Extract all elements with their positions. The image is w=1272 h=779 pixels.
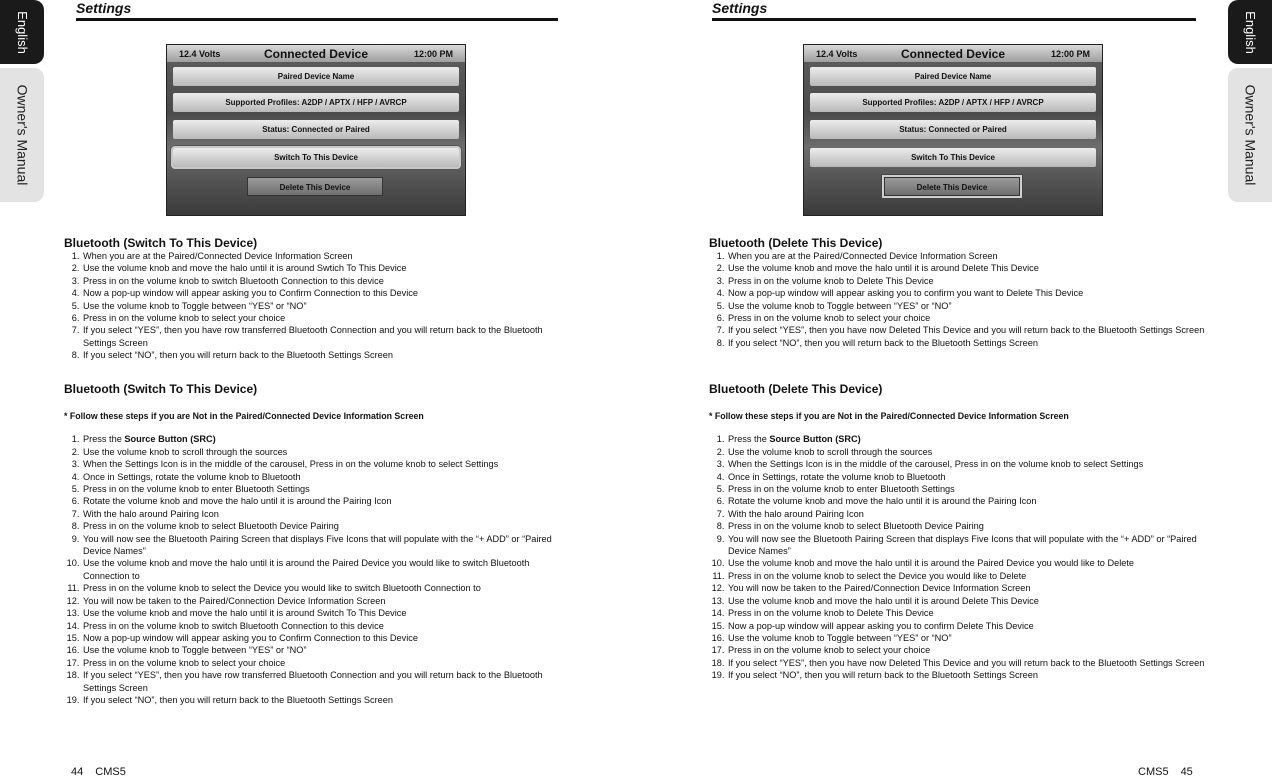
list-item: 7. If you select “YES”, then you have row transferred Bluetooth Connection and you will return back to the Bluetooth Settings Screen — [82, 324, 564, 349]
paired-device-name-bar[interactable]: Paired Device Name — [173, 67, 459, 86]
section-delete-direct — [709, 236, 1209, 349]
list-item: 6. Press in on the volume knob to select your choice — [82, 312, 564, 324]
list-item: 19. If you select “NO”, then you will return back to the Bluetooth Settings Screen — [727, 669, 1209, 681]
list-item: 12. You will now be taken to the Paired/Connection Device Information Screen — [727, 582, 1209, 594]
device-screen — [803, 44, 1103, 216]
page-footer — [1138, 766, 1193, 778]
switch-device-button[interactable]: Switch To This Device — [173, 148, 459, 167]
list-item: 9. You will now see the Bluetooth Pairing Screen that displays Five Icons that will populate with the “+ ADD” or “Paired Device Names” — [82, 533, 564, 558]
section-title: Bluetooth (Switch To This Device) — [64, 382, 258, 396]
header-rule — [76, 18, 558, 21]
device-screen — [166, 44, 466, 216]
list-item: 10. Use the volume knob and move the halo until it is around the Paired Device you would like to switch Bluetooth Connection to — [82, 557, 564, 582]
list-item: 15. Now a pop-up window will appear asking you to confirm Delete This Device — [727, 620, 1209, 632]
paired-device-name-bar[interactable]: Paired Device Name — [810, 67, 1096, 86]
list-item: 6. Rotate the volume knob and move the halo until it is around the Pairing Icon — [82, 495, 564, 507]
list-item: 14. Press in on the volume knob to switch Bluetooth Connection to this device — [82, 620, 564, 632]
list-item: 12. You will now be taken to the Paired/Connection Device Information Screen — [82, 595, 564, 607]
status-bar[interactable]: Status: Connected or Paired — [810, 120, 1096, 139]
clock-readout: 12:00 PM — [1050, 49, 1090, 59]
voltage-readout: 12.4 Volts — [816, 49, 858, 59]
list-item — [727, 433, 1209, 445]
screen-status-bar — [804, 45, 1102, 62]
list-item: 3. When the Settings Icon is in the middle of the carousel, Press in on the volume knob to select Settings — [82, 458, 564, 470]
list-item: 3. When the Settings Icon is in the middle of the carousel, Press in on the volume knob to select Settings — [727, 458, 1209, 470]
list-item: 7. With the halo around Pairing Icon — [727, 508, 1209, 520]
section-title: Bluetooth (Switch To This Device) — [64, 236, 258, 250]
list-item: 18. If you select “YES”, then you have now Deleted This Device and you will return back to the Bluetooth Settings Screen — [727, 657, 1209, 669]
list-item: 8. Press in on the volume knob to select Bluetooth Device Pairing — [727, 520, 1209, 532]
page-number: 44 — [71, 766, 84, 778]
step-text: Press the — [728, 434, 770, 445]
list-item: 4. Once in Settings, rotate the volume knob to Bluetooth — [82, 471, 564, 483]
section-note: * Follow these steps if you are Not in the Paired/Connected Device Information Screen — [709, 411, 1069, 421]
list-item: 1. When you are at the Paired/Connected Device Information Screen — [727, 250, 1209, 262]
list-item: 16. Use the volume knob to Toggle between “YES” or “NO” — [727, 632, 1209, 644]
list-item: 4. Now a pop-up window will appear asking you to confirm you want to Delete This Device — [727, 287, 1209, 299]
language-tab-label: English — [14, 10, 30, 54]
manual-tab-label: Owner's Manual — [1242, 84, 1258, 186]
list-item: 10. Use the volume knob and move the halo until it is around the Paired Device you would like to Delete — [727, 557, 1209, 569]
list-item: 2. Use the volume knob to scroll through the sources — [82, 446, 564, 458]
list-item: 6. Rotate the volume knob and move the halo until it is around the Pairing Icon — [727, 495, 1209, 507]
switch-device-button[interactable]: Switch To This Device — [810, 148, 1096, 167]
delete-device-button[interactable]: Delete This Device — [247, 177, 383, 196]
page-title: Settings — [76, 0, 132, 16]
list-item: 19. If you select “NO”, then you will return back to the Bluetooth Settings Screen — [82, 694, 564, 706]
header-rule — [712, 18, 1196, 21]
list-item: 8. If you select “NO”, then you will return back to the Bluetooth Settings Screen — [82, 349, 564, 361]
list-item: 5. Use the volume knob to Toggle between “YES” or “NO” — [82, 300, 564, 312]
steps-list — [64, 433, 564, 706]
supported-profiles-bar[interactable]: Supported Profiles: A2DP / APTX / HFP / AVRCP — [810, 93, 1096, 112]
voltage-readout: 12.4 Volts — [179, 49, 221, 59]
list-item: 4. Once in Settings, rotate the volume knob to Bluetooth — [727, 471, 1209, 483]
screen-status-bar — [167, 45, 465, 62]
list-item — [82, 433, 564, 445]
list-item: 17. Press in on the volume knob to select your choice — [82, 657, 564, 669]
list-item: 9. You will now see the Bluetooth Pairing Screen that displays Five Icons that will populate with the “+ ADD” or “Paired Device Names” — [727, 533, 1209, 558]
supported-profiles-bar[interactable]: Supported Profiles: A2DP / APTX / HFP / AVRCP — [173, 93, 459, 112]
list-item: 6. Press in on the volume knob to select your choice — [727, 312, 1209, 324]
steps-list — [709, 250, 1209, 349]
list-item: 15. Now a pop-up window will appear asking you to Confirm Connection to this Device — [82, 632, 564, 644]
list-item: 5. Use the volume knob to Toggle between “YES” or “NO” — [727, 300, 1209, 312]
list-item: 2. Use the volume knob to scroll through the sources — [727, 446, 1209, 458]
language-tab — [0, 0, 44, 64]
section-switch-direct — [64, 236, 564, 362]
list-item: 4. Now a pop-up window will appear asking you to Confirm Connection to this Device — [82, 287, 564, 299]
list-item: 5. Press in on the volume knob to enter Bluetooth Settings — [82, 483, 564, 495]
list-item: 8. If you select “NO”, then you will return back to the Bluetooth Settings Screen — [727, 337, 1209, 349]
steps-list — [64, 250, 564, 362]
section-title: Bluetooth (Delete This Device) — [709, 382, 883, 396]
page-number: 45 — [1180, 766, 1193, 778]
source-button-label: Source Button (SRC) — [769, 434, 861, 445]
list-item: 13. Use the volume knob and move the halo until it is around Switch To This Device — [82, 607, 564, 619]
list-item: 17. Press in on the volume knob to select your choice — [727, 644, 1209, 656]
list-item: 7. With the halo around Pairing Icon — [82, 508, 564, 520]
list-item: 2. Use the volume knob and move the halo until it is around Swtich To This Device — [82, 262, 564, 274]
status-bar[interactable]: Status: Connected or Paired — [173, 120, 459, 139]
list-item: 14. Press in on the volume knob to Delete This Device — [727, 607, 1209, 619]
list-item: 18. If you select “YES”, then you have row transferred Bluetooth Connection and you will return back to the Bluetooth Settings Screen — [82, 669, 564, 694]
section-switch-full — [64, 382, 564, 706]
manual-tab — [0, 68, 44, 202]
screen-title: Connected Device — [263, 47, 369, 61]
page-title: Settings — [712, 0, 768, 16]
list-item: 7. If you select “YES”, then you have now Deleted This Device and you will return back to the Bluetooth Settings Screen — [727, 324, 1209, 336]
delete-device-button[interactable]: Delete This Device — [884, 177, 1020, 196]
manual-tab-label: Owner's Manual — [14, 84, 30, 186]
model-name: CMS5 — [95, 766, 126, 778]
page-footer — [71, 766, 126, 778]
list-item: 3. Press in on the volume knob to switch Bluetooth Connection to this device — [82, 275, 564, 287]
language-tab — [1228, 0, 1272, 64]
screen-title: Connected Device — [900, 47, 1006, 61]
list-item: 3. Press in on the volume knob to Delete This Device — [727, 275, 1209, 287]
step-text: Press the — [83, 434, 125, 445]
section-title: Bluetooth (Delete This Device) — [709, 236, 883, 250]
list-item: 16. Use the volume knob to Toggle between “YES” or “NO” — [82, 644, 564, 656]
source-button-label: Source Button (SRC) — [124, 434, 216, 445]
list-item: 13. Use the volume knob and move the halo until it is around Delete This Device — [727, 595, 1209, 607]
list-item: 1. When you are at the Paired/Connected Device Information Screen — [82, 250, 564, 262]
section-delete-full — [709, 382, 1209, 682]
list-item: 5. Press in on the volume knob to enter Bluetooth Settings — [727, 483, 1209, 495]
list-item: 11. Press in on the volume knob to select the Device you would like to Delete — [727, 570, 1209, 582]
page-right — [636, 0, 1272, 779]
list-item: 11. Press in on the volume knob to select the Device you would like to switch Bluetooth Connection to — [82, 582, 564, 594]
list-item: 8. Press in on the volume knob to select Bluetooth Device Pairing — [82, 520, 564, 532]
language-tab-label: English — [1242, 10, 1258, 54]
clock-readout: 12:00 PM — [413, 49, 453, 59]
list-item: 2. Use the volume knob and move the halo until it is around Delete This Device — [727, 262, 1209, 274]
steps-list — [709, 433, 1209, 681]
model-name: CMS5 — [1138, 766, 1169, 778]
section-note: * Follow these steps if you are Not in the Paired/Connected Device Information Screen — [64, 411, 424, 421]
manual-tab — [1228, 68, 1272, 202]
